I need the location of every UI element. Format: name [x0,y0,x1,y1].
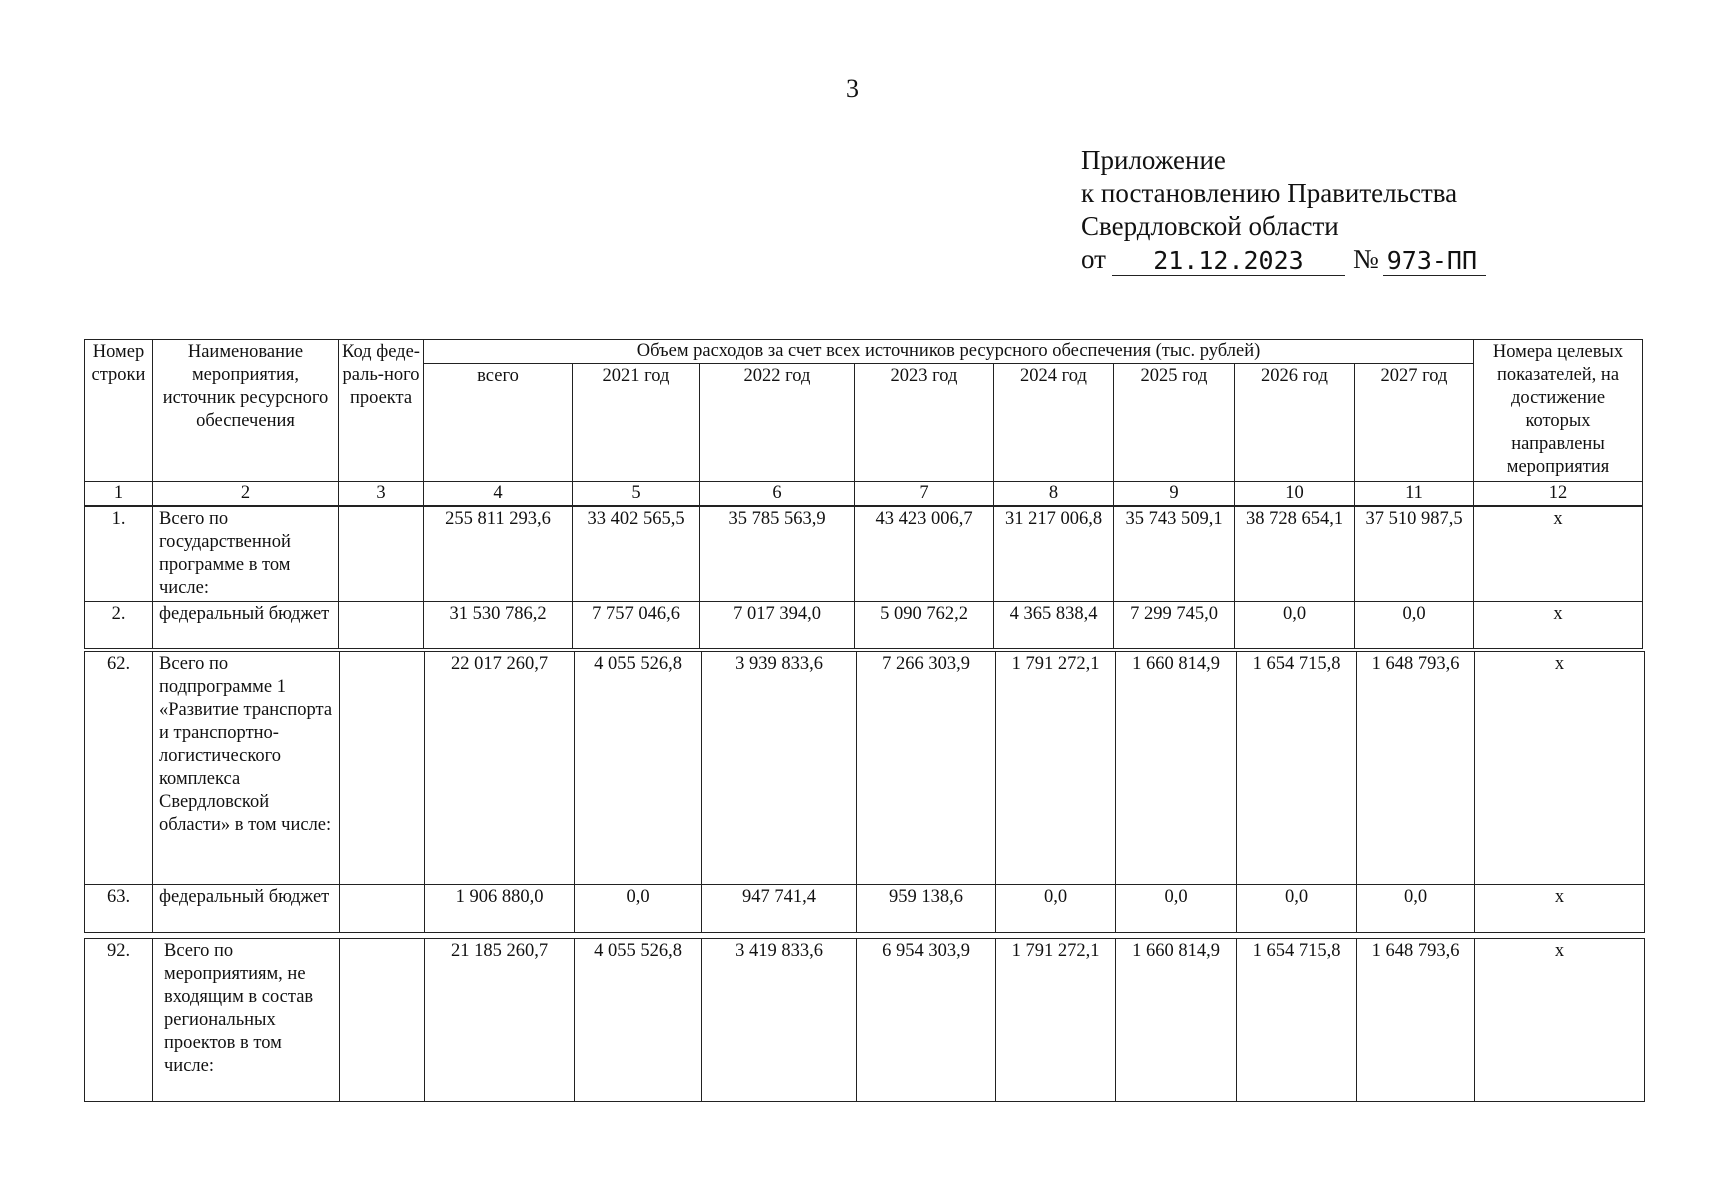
row-2021: 4 055 526,8 [575,652,702,885]
column-number-row [85,482,1643,506]
row-name: федеральный бюджет [153,602,339,649]
header-federal-project-code: Код феде-раль-ного проекта [339,340,424,482]
row-2021: 33 402 565,5 [573,507,700,602]
row-name: Всего по мероприятиям, не входящим в состав региональных проектов в том числе: [153,939,340,1102]
page-number: 3 [846,74,859,103]
row-number: 63. [85,885,153,933]
resolution-reference [1081,243,1486,276]
number-sign: № [1352,244,1379,274]
row-2024: 1 791 272,1 [996,652,1116,885]
row-2023: 43 423 006,7 [855,507,994,602]
header-2022: 2022 год [700,364,855,482]
row-targets: х [1475,939,1645,1102]
resolution-number: 973-ПП [1383,247,1486,276]
column-number: 3 [339,482,424,506]
row-2026: 0,0 [1237,885,1357,933]
row-number: 62. [85,652,153,885]
row-2024: 31 217 006,8 [994,507,1114,602]
column-number: 1 [85,482,153,506]
row-2025: 1 660 814,9 [1116,652,1237,885]
column-number: 10 [1235,482,1355,506]
row-total: 255 811 293,6 [424,507,573,602]
row-2021: 4 055 526,8 [575,939,702,1102]
column-number: 12 [1474,482,1643,506]
row-2027: 37 510 987,5 [1355,507,1474,602]
header-target-indicators: Номера целевых показателей, на достижение которых направлены мероприятия [1474,340,1643,482]
header-2021: 2021 год [573,364,700,482]
row-number: 2. [85,602,153,649]
column-number: 9 [1114,482,1235,506]
row-2022: 3 419 833,6 [702,939,857,1102]
row-2023: 5 090 762,2 [855,602,994,649]
row-2025: 1 660 814,9 [1116,939,1237,1102]
row-2027: 1 648 793,6 [1357,652,1475,885]
row-2022: 35 785 563,9 [700,507,855,602]
row-targets: х [1474,602,1643,649]
table-row [85,507,1643,602]
row-code [339,507,424,602]
row-2027: 0,0 [1355,602,1474,649]
header-row-number: Номер строки [85,340,153,482]
column-number: 4 [424,482,573,506]
section-table-non-regional [84,938,1645,1102]
section-table-state-program [84,506,1643,649]
appendix-title: Приложение [1081,145,1226,175]
header-2027: 2027 год [1355,364,1474,482]
row-2026: 0,0 [1235,602,1355,649]
header-table [84,339,1643,506]
row-number: 92. [85,939,153,1102]
row-code [340,939,425,1102]
row-targets: х [1475,885,1645,933]
section-table-subprogram-1 [84,651,1645,933]
column-number: 11 [1355,482,1474,506]
row-total: 21 185 260,7 [425,939,575,1102]
row-2022: 7 017 394,0 [700,602,855,649]
row-name: федеральный бюджет [153,885,340,933]
appendix-line-2: к постановлению Правительства [1081,178,1458,208]
table-row [85,885,1645,933]
row-2023: 6 954 303,9 [857,939,996,1102]
header-2026: 2026 год [1235,364,1355,482]
column-number: 7 [855,482,994,506]
header-2024: 2024 год [994,364,1114,482]
row-2025: 7 299 745,0 [1114,602,1235,649]
appendix-line-3: Свердловской области [1081,211,1339,241]
header-2023: 2023 год [855,364,994,482]
row-2022: 3 939 833,6 [702,652,857,885]
row-2026: 1 654 715,8 [1237,652,1357,885]
row-targets: х [1475,652,1645,885]
row-2025: 35 743 509,1 [1114,507,1235,602]
column-number: 5 [573,482,700,506]
row-2021: 0,0 [575,885,702,933]
table-row [85,652,1645,885]
header-total: всего [424,364,573,482]
table-row [85,602,1643,649]
row-number: 1. [85,507,153,602]
row-targets: х [1474,507,1643,602]
row-2024: 4 365 838,4 [994,602,1114,649]
column-number: 6 [700,482,855,506]
row-total: 22 017 260,7 [425,652,575,885]
row-code [339,602,424,649]
row-2022: 947 741,4 [702,885,857,933]
table-row [85,939,1645,1102]
row-2023: 7 266 303,9 [857,652,996,885]
row-total: 1 906 880,0 [425,885,575,933]
row-2026: 1 654 715,8 [1237,939,1357,1102]
row-2027: 1 648 793,6 [1357,939,1475,1102]
row-code [340,652,425,885]
row-2025: 0,0 [1116,885,1237,933]
row-total: 31 530 786,2 [424,602,573,649]
row-2026: 38 728 654,1 [1235,507,1355,602]
row-2024: 0,0 [996,885,1116,933]
row-name: Всего по государственной программе в том числе: [153,507,339,602]
header-2025: 2025 год [1114,364,1235,482]
row-2027: 0,0 [1357,885,1475,933]
column-number: 8 [994,482,1114,506]
row-2023: 959 138,6 [857,885,996,933]
from-label: от [1081,244,1106,274]
resolution-date: 21.12.2023 [1112,247,1345,276]
appendix-block [1081,144,1486,276]
row-2024: 1 791 272,1 [996,939,1116,1102]
header-name: Наименование мероприятия, источник ресурсного обеспечения [153,340,339,482]
row-code [340,885,425,933]
header-expenditure-group: Объем расходов за счет всех источников ресурсного обеспечения (тыс. рублей) [424,340,1474,364]
column-number: 2 [153,482,339,506]
row-name: Всего по подпрограмме 1 «Развитие транспорта и транспортно-логистического комплекса Свердловской области» в том числе: [153,652,340,885]
row-2021: 7 757 046,6 [573,602,700,649]
